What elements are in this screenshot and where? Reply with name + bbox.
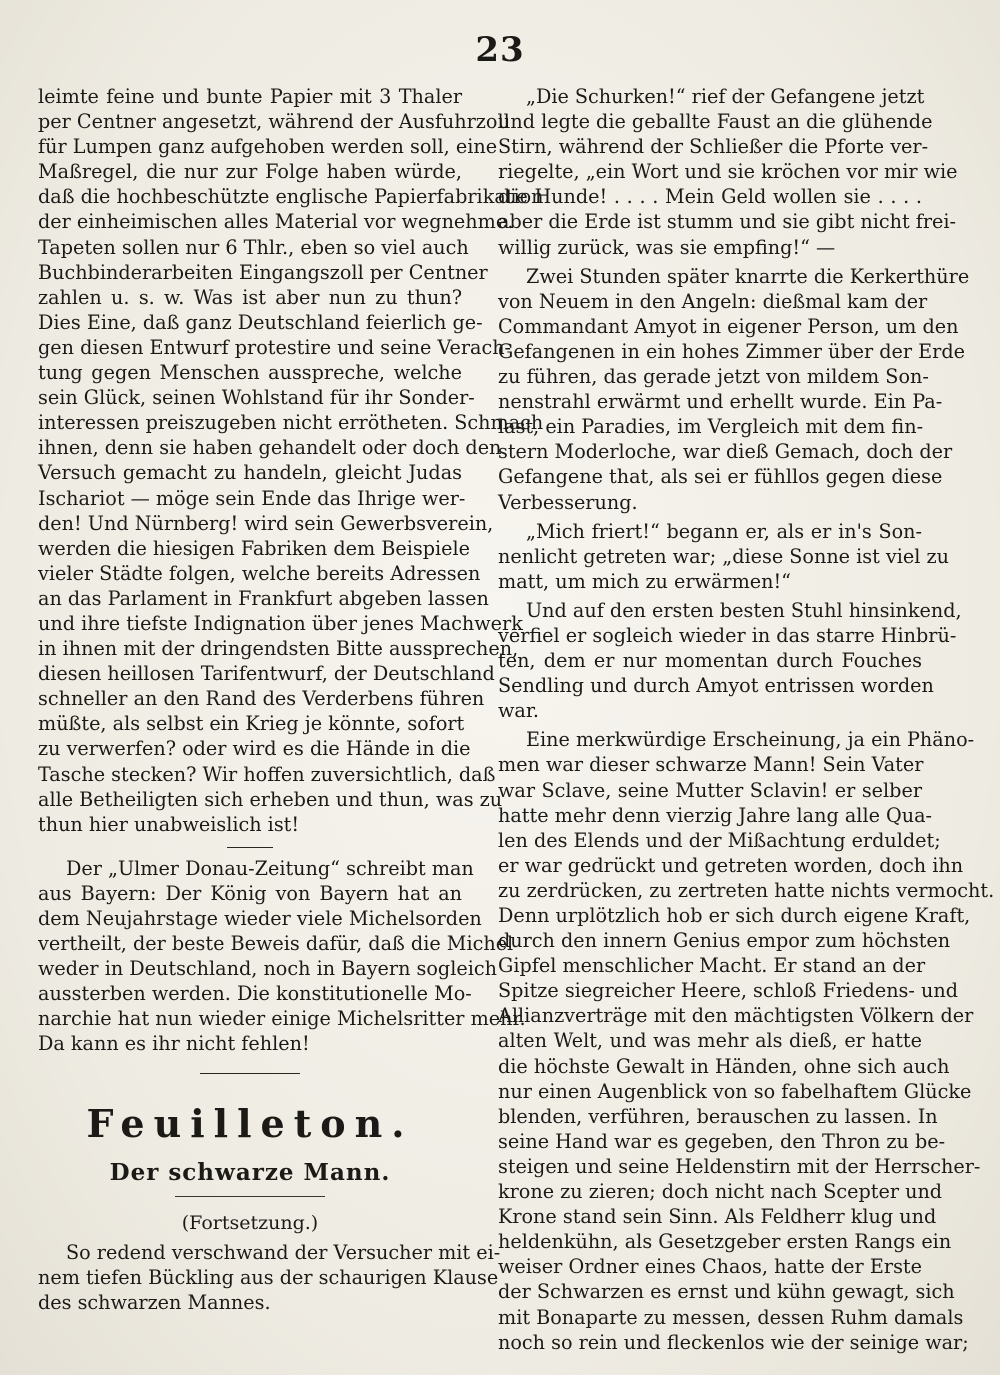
text-line: nem tiefen Bückling aus der schaurigen Klause [38,1265,499,1289]
text-line: nenlicht getreten war; „diese Sonne ist viel zu [498,544,949,568]
text-line: Gefangene that, als sei er fühllos gegen diese [498,465,943,489]
text-line: schneller an den Rand des Verderbens führen [38,687,485,711]
text-line: hatte mehr denn vierzig Jahre lang alle Qua- [498,803,933,827]
text-line: Tasche stecken? Wir hoffen zuversichtlich, daß [38,762,496,786]
text-line: Der „Ulmer Donau-Zeitung“ schreibt man [66,856,474,880]
story-continuation [498,84,995,1355]
text-line: interessen preiszugeben nicht errötheten. Schmach [38,411,544,435]
story-title: Der schwarze Mann. [109,1158,391,1186]
text-line: len des Elends und der Mißachtung erduldet; [498,828,941,852]
text-line: Und auf den ersten besten Stuhl hinsinkend, [526,598,962,622]
text-line: der Schwarzen es ernst und kühn gewagt, sich [498,1280,955,1304]
text-line: nur einen Augenblick von so fabelhaftem Glücke [498,1079,972,1103]
text-line: Krone stand sein Sinn. Als Feldherr klug und [498,1205,937,1229]
text-line: an das Parlament in Frankfurt abgeben lassen [38,586,489,610]
text-line: heldenkühn, als Gesetzgeber ersten Rangs ein [498,1230,952,1254]
text-line: den! Und Nürnberg! wird sein Gewerbsverein, [38,511,494,535]
text-line: noch so rein und fleckenlos wie der seinige war; [498,1330,969,1354]
text-line: Verbesserung. [498,490,638,514]
text-line: narchie hat nun wieder einige Michelsritter mehr. [38,1007,526,1031]
feuilleton-text [38,1240,501,1315]
text-line: war. [498,699,540,723]
text-line: Eine merkwürdige Erscheinung, ja ein Phäno- [526,728,975,752]
text-line: Versuch gemacht zu handeln, gleicht Judas [38,461,462,485]
text-line: vertheilt, der beste Beweis dafür, daß die Michel [38,932,514,956]
text-line: der einheimischen alles Material vor wegnehme. [38,210,514,234]
text-line: ihnen, denn sie haben gehandelt oder doch den [38,436,502,460]
text-line: nenstrahl erwärmt und erhellt wurde. Ein Pa- [498,390,943,414]
page-number: 23 [475,30,525,70]
text-line: men war dieser schwarze Mann! Sein Vater [498,753,924,777]
text-line: last, ein Paradies, im Vergleich mit dem fin- [498,415,924,439]
story-paragraph [498,598,962,723]
text-line: zu verwerfen? oder wird es die Hände in die [38,737,471,761]
text-line: Tapeten sollen nur 6 Thlr., eben so viel auch [38,235,469,259]
text-line: sein Glück, seinen Wohlstand für ihr Sonder- [38,386,475,410]
text-line: Allianzverträge mit den mächtigsten Völkern der [498,1004,974,1028]
text-line: Denn urplötzlich hob er sich durch eigene Kraft, [498,904,971,927]
text-line: Gefangenen in ein hohes Zimmer über der Erde [498,339,965,363]
text-line: tung gegen Menschen ausspreche, welche [38,361,462,385]
text-line: er war gedrückt und getreten worden, doch ihn [498,853,964,877]
text-line: zu führen, das gerade jetzt von mildem Son- [498,365,929,389]
text-line: verfiel er sogleich wieder in das starre Hinbrü- [498,623,957,647]
text-line: für Lumpen ganz aufgehoben werden soll, eine [38,135,498,159]
text-line: mit Bonaparte zu messen, dessen Ruhm damals [498,1305,964,1329]
left-column [38,84,544,1315]
text-line: aussterben werden. Die konstitutionelle Mo- [38,982,472,1006]
text-line: „Die Schurken!“ rief der Gefangene jetzt [526,85,925,108]
text-line: Da kann es ihr nicht fehlen! [38,1032,310,1056]
text-line: „Mich friert!“ begann er, als er in's Son- [526,519,922,543]
text-line: dem Neujahrstage wieder viele Michelsorden [38,907,482,930]
text-line: Gipfel menschlicher Macht. Er stand an der [498,954,926,978]
text-line: Spitze siegreicher Heere, schloß Friedens- und [498,979,958,1003]
text-line: des schwarzen Mannes. [38,1290,271,1314]
text-line: alten Welt, und was mehr als dieß, er hatte [498,1029,922,1053]
text-line: steigen und seine Heldenstirn mit der Herrscher- [498,1154,981,1178]
text-line: seine Hand war es gegeben, den Thron zu be- [498,1129,946,1153]
text-line: Zwei Stunden später knarrte die Kerkerthüre [526,264,970,288]
text-line: daß die hochbeschützte englische Papierfabrikation [38,185,544,209]
text-line: Ischariot — möge sein Ende das Ihrige wer- [38,486,466,510]
text-line: alle Betheiligten sich erheben und thun, was zu [38,787,503,811]
text-line: war Sclave, seine Mutter Sclavin! er selber [498,778,922,802]
text-line: ten, dem er nur momentan durch Fouches [498,649,922,673]
text-line: matt, um mich zu erwärmen!“ [498,569,791,593]
text-line: willig zurück, was sie empfing!“ — [498,235,836,259]
text-line: weder in Deutschland, noch in Bayern sogleich [38,957,497,981]
feuilleton-heading: Feuilleton. [86,1100,414,1146]
text-line: von Neuem in den Angeln: dießmal kam der [498,289,928,313]
text-line: leimte feine und bunte Papier mit 3 Thaler [38,85,462,108]
text-line: vieler Städte folgen, welche bereits Adressen [38,561,481,585]
text-line: riegelte, „ein Wort und sie kröchen vor mir wie [498,160,958,184]
story-title-underline [175,1196,325,1197]
right-column [498,84,995,1355]
text-line: Sendling und durch Amyot entrissen worden [498,674,934,698]
ulm-notice [38,856,526,1057]
text-line: gen diesen Entwurf protestire und seine Verach- [38,335,512,359]
text-line: müßte, als selbst ein Krieg je könnte, sofort [38,712,465,736]
text-line: stern Moderloche, war dieß Gemach, doch der [498,440,953,464]
story-paragraph [498,84,958,260]
text-line: Stirn, während der Schließer die Pforte ver- [498,135,929,159]
text-line: blenden, verführen, berauschen zu lassen. In [498,1104,938,1128]
text-line: zahlen u. s. w. Was ist aber nun zu thun? [38,285,462,309]
story-paragraph [498,727,995,1354]
story-paragraph [498,519,949,594]
continuation-note: (Fortsetzung.) [181,1211,319,1234]
text-line: werden die hiesigen Fabriken dem Beispiele [38,536,470,560]
text-line: durch den innern Genius empor zum höchsten [498,929,951,953]
text-line: diesen heillosen Tarifentwurf, der Deutschland [38,662,495,686]
text-line: Maßregel, die nur zur Folge haben würde, [38,160,462,184]
text-line: per Centner angesetzt, während der Ausfuhrzoll [38,110,510,134]
text-line: die Hunde! . . . . Mein Geld wollen sie . . . . [498,185,922,209]
text-line: krone zu zieren; doch nicht nach Scepter und [498,1180,943,1204]
feuilleton-divider [200,1073,300,1074]
text-line: Commandant Amyot in eigener Person, um den [498,314,959,338]
section-divider [227,847,273,848]
text-line: und ihre tiefste Indignation über jenes Machwerk [38,611,523,635]
text-line: und legte die geballte Faust an die glühende [498,110,933,134]
text-line: Buchbinderarbeiten Eingangszoll per Centner [38,260,488,284]
text-line: thun hier unabweislich ist! [38,812,300,836]
text-line: So redend verschwand der Versucher mit ei- [66,1240,501,1264]
text-line: zu zerdrücken, zu zertreten hatte nichts vermocht. [498,878,995,902]
story-paragraph [498,264,970,515]
text-line: weiser Ordner eines Chaos, hatte der Erste [498,1255,922,1279]
text-line: aber die Erde ist stumm und sie gibt nicht frei- [498,210,957,234]
text-line: Dies Eine, daß ganz Deutschland feierlich ge- [38,310,483,334]
text-line: aus Bayern: Der König von Bayern hat an [38,881,462,905]
text-line: die höchste Gewalt in Händen, ohne sich auch [498,1054,950,1078]
text-line: in ihnen mit der dringendsten Bitte aussprechen, [38,637,519,661]
